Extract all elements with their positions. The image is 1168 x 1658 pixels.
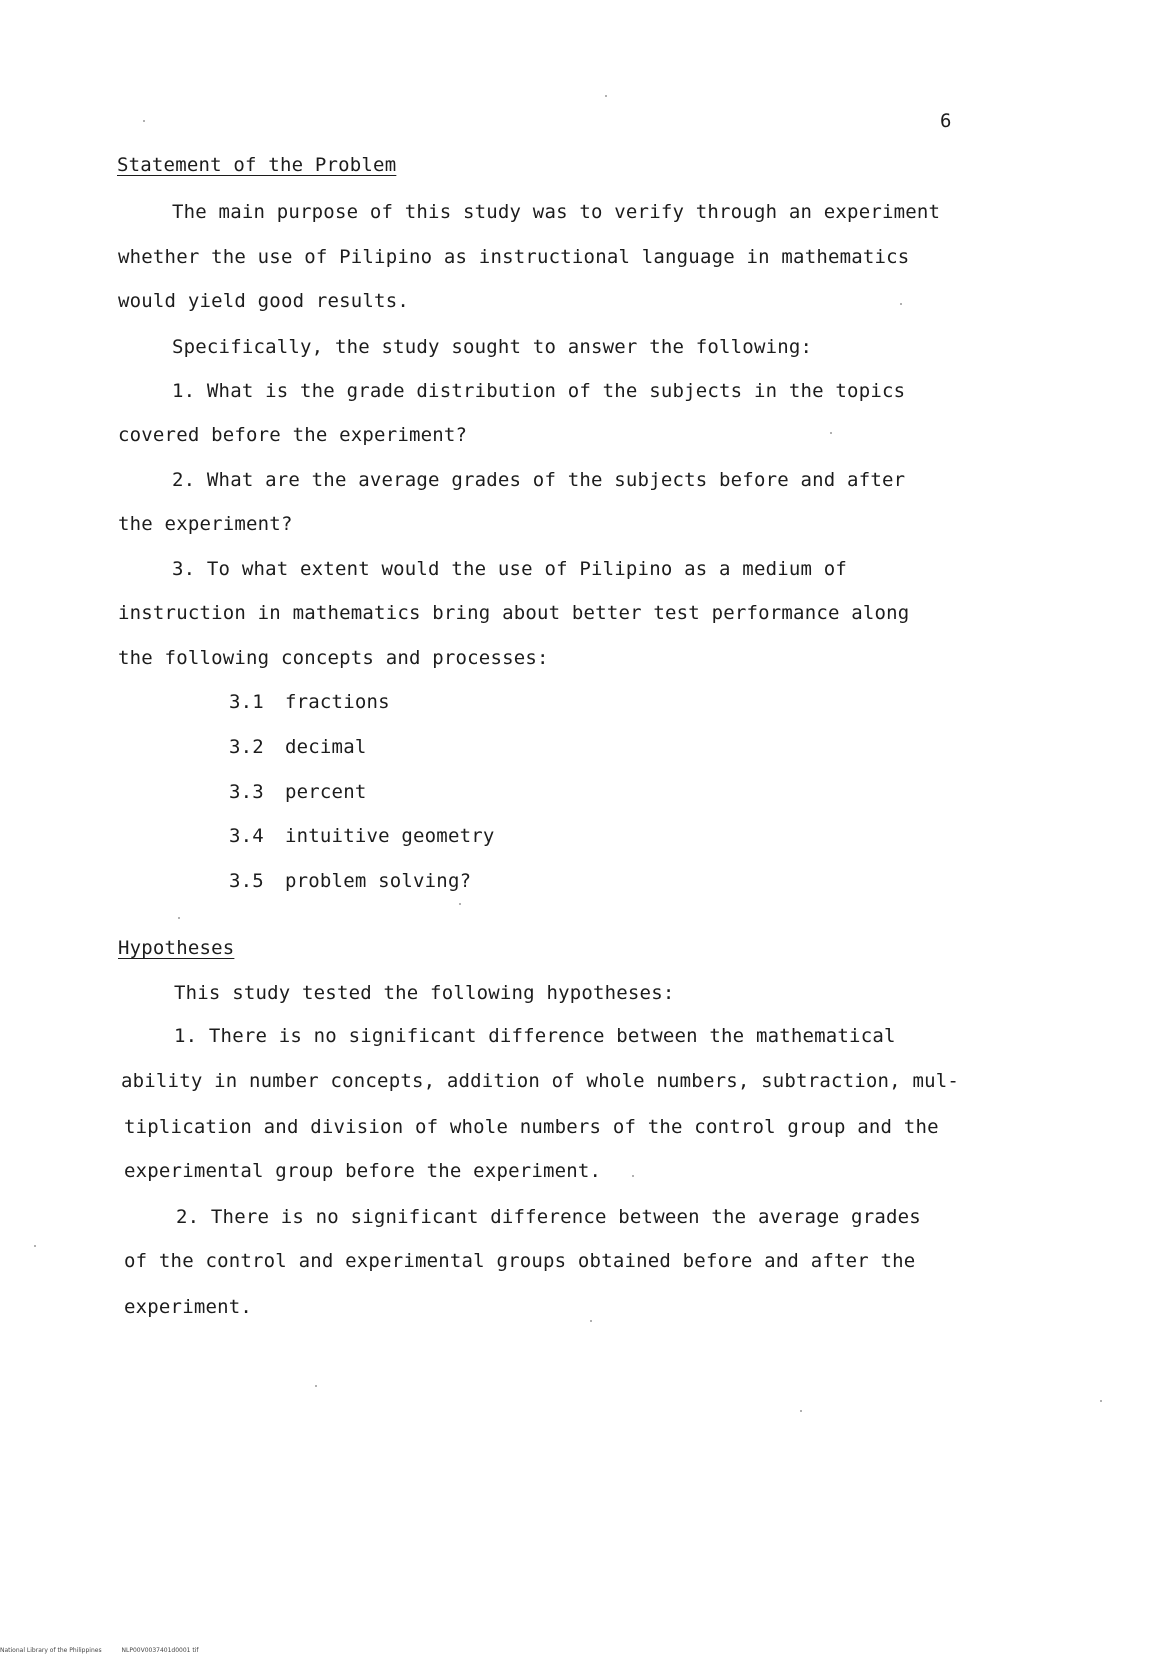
subitem-number: 3.4 <box>229 825 264 847</box>
section-heading-hypotheses: Hypotheses <box>118 937 235 959</box>
subitem-number: 3.3 <box>229 781 264 803</box>
hypothesis-2-line-2: of the control and experimental groups obtained before and after the <box>124 1250 916 1272</box>
scan-speck <box>605 95 607 97</box>
scan-speck <box>1100 1400 1102 1402</box>
scan-speck <box>315 1385 317 1387</box>
hypothesis-2-line-1: 2. There is no significant difference between the average grades <box>176 1206 921 1228</box>
section-heading-statement: Statement of the Problem <box>117 154 397 176</box>
intro-line-3: would yield good results. <box>118 290 409 312</box>
specifically-line: Specifically, the study sought to answer the following: <box>172 336 813 358</box>
subitem-text: problem solving? <box>285 870 472 892</box>
intro-line-2: whether the use of Pilipino as instructional language in mathematics <box>118 246 910 268</box>
question-1-line-1: 1. What is the grade distribution of the subjects in the topics <box>172 380 906 402</box>
intro-line-1: The main purpose of this study was to verify through an experiment <box>172 201 941 223</box>
question-3-line-3: the following concepts and processes: <box>118 647 549 669</box>
hypothesis-1-line-2: ability in number concepts, addition of whole numbers, subtraction, mul- <box>121 1070 960 1092</box>
question-2-line-1: 2. What are the average grades of the subjects before and after <box>172 469 906 491</box>
scan-speck <box>34 1245 36 1247</box>
page-number: 6 <box>940 110 952 132</box>
scan-speck <box>143 120 145 122</box>
scan-speck <box>178 917 180 919</box>
hypothesis-1-line-4: experimental group before the experiment. <box>124 1160 602 1182</box>
hypothesis-1-line-3: tiplication and division of whole numbers of the control group and the <box>124 1116 939 1138</box>
question-2-line-2: the experiment? <box>118 513 293 535</box>
question-1-line-2: covered before the experiment? <box>118 424 468 446</box>
subitem-text: fractions <box>285 691 390 713</box>
hypotheses-intro: This study tested the following hypotheses: <box>174 982 675 1004</box>
scan-speck <box>800 1410 802 1412</box>
scan-speck <box>900 303 902 305</box>
hypothesis-2-line-3: experiment. <box>124 1296 253 1318</box>
scan-speck <box>632 1175 634 1177</box>
question-3-line-1: 3. To what extent would the use of Pilipino as a medium of <box>172 558 848 580</box>
footer-code: NLP00V0037401d0001 tif <box>121 1647 199 1654</box>
subitem-number: 3.2 <box>229 736 264 758</box>
scan-speck <box>459 903 461 905</box>
footer-library: National Library of the Philippines <box>0 1647 102 1654</box>
subitem-text: intuitive geometry <box>285 825 495 847</box>
scan-speck <box>830 432 832 434</box>
subitem-number: 3.1 <box>229 691 264 713</box>
subitem-number: 3.5 <box>229 870 264 892</box>
question-3-line-2: instruction in mathematics bring about better test performance along <box>118 602 910 624</box>
subitem-text: percent <box>285 781 367 803</box>
scan-speck <box>590 1320 592 1322</box>
hypothesis-1-line-1: 1. There is no significant difference between the mathematical <box>174 1025 896 1047</box>
scan-footer <box>0 1647 217 1654</box>
subitem-text: decimal <box>285 736 367 758</box>
